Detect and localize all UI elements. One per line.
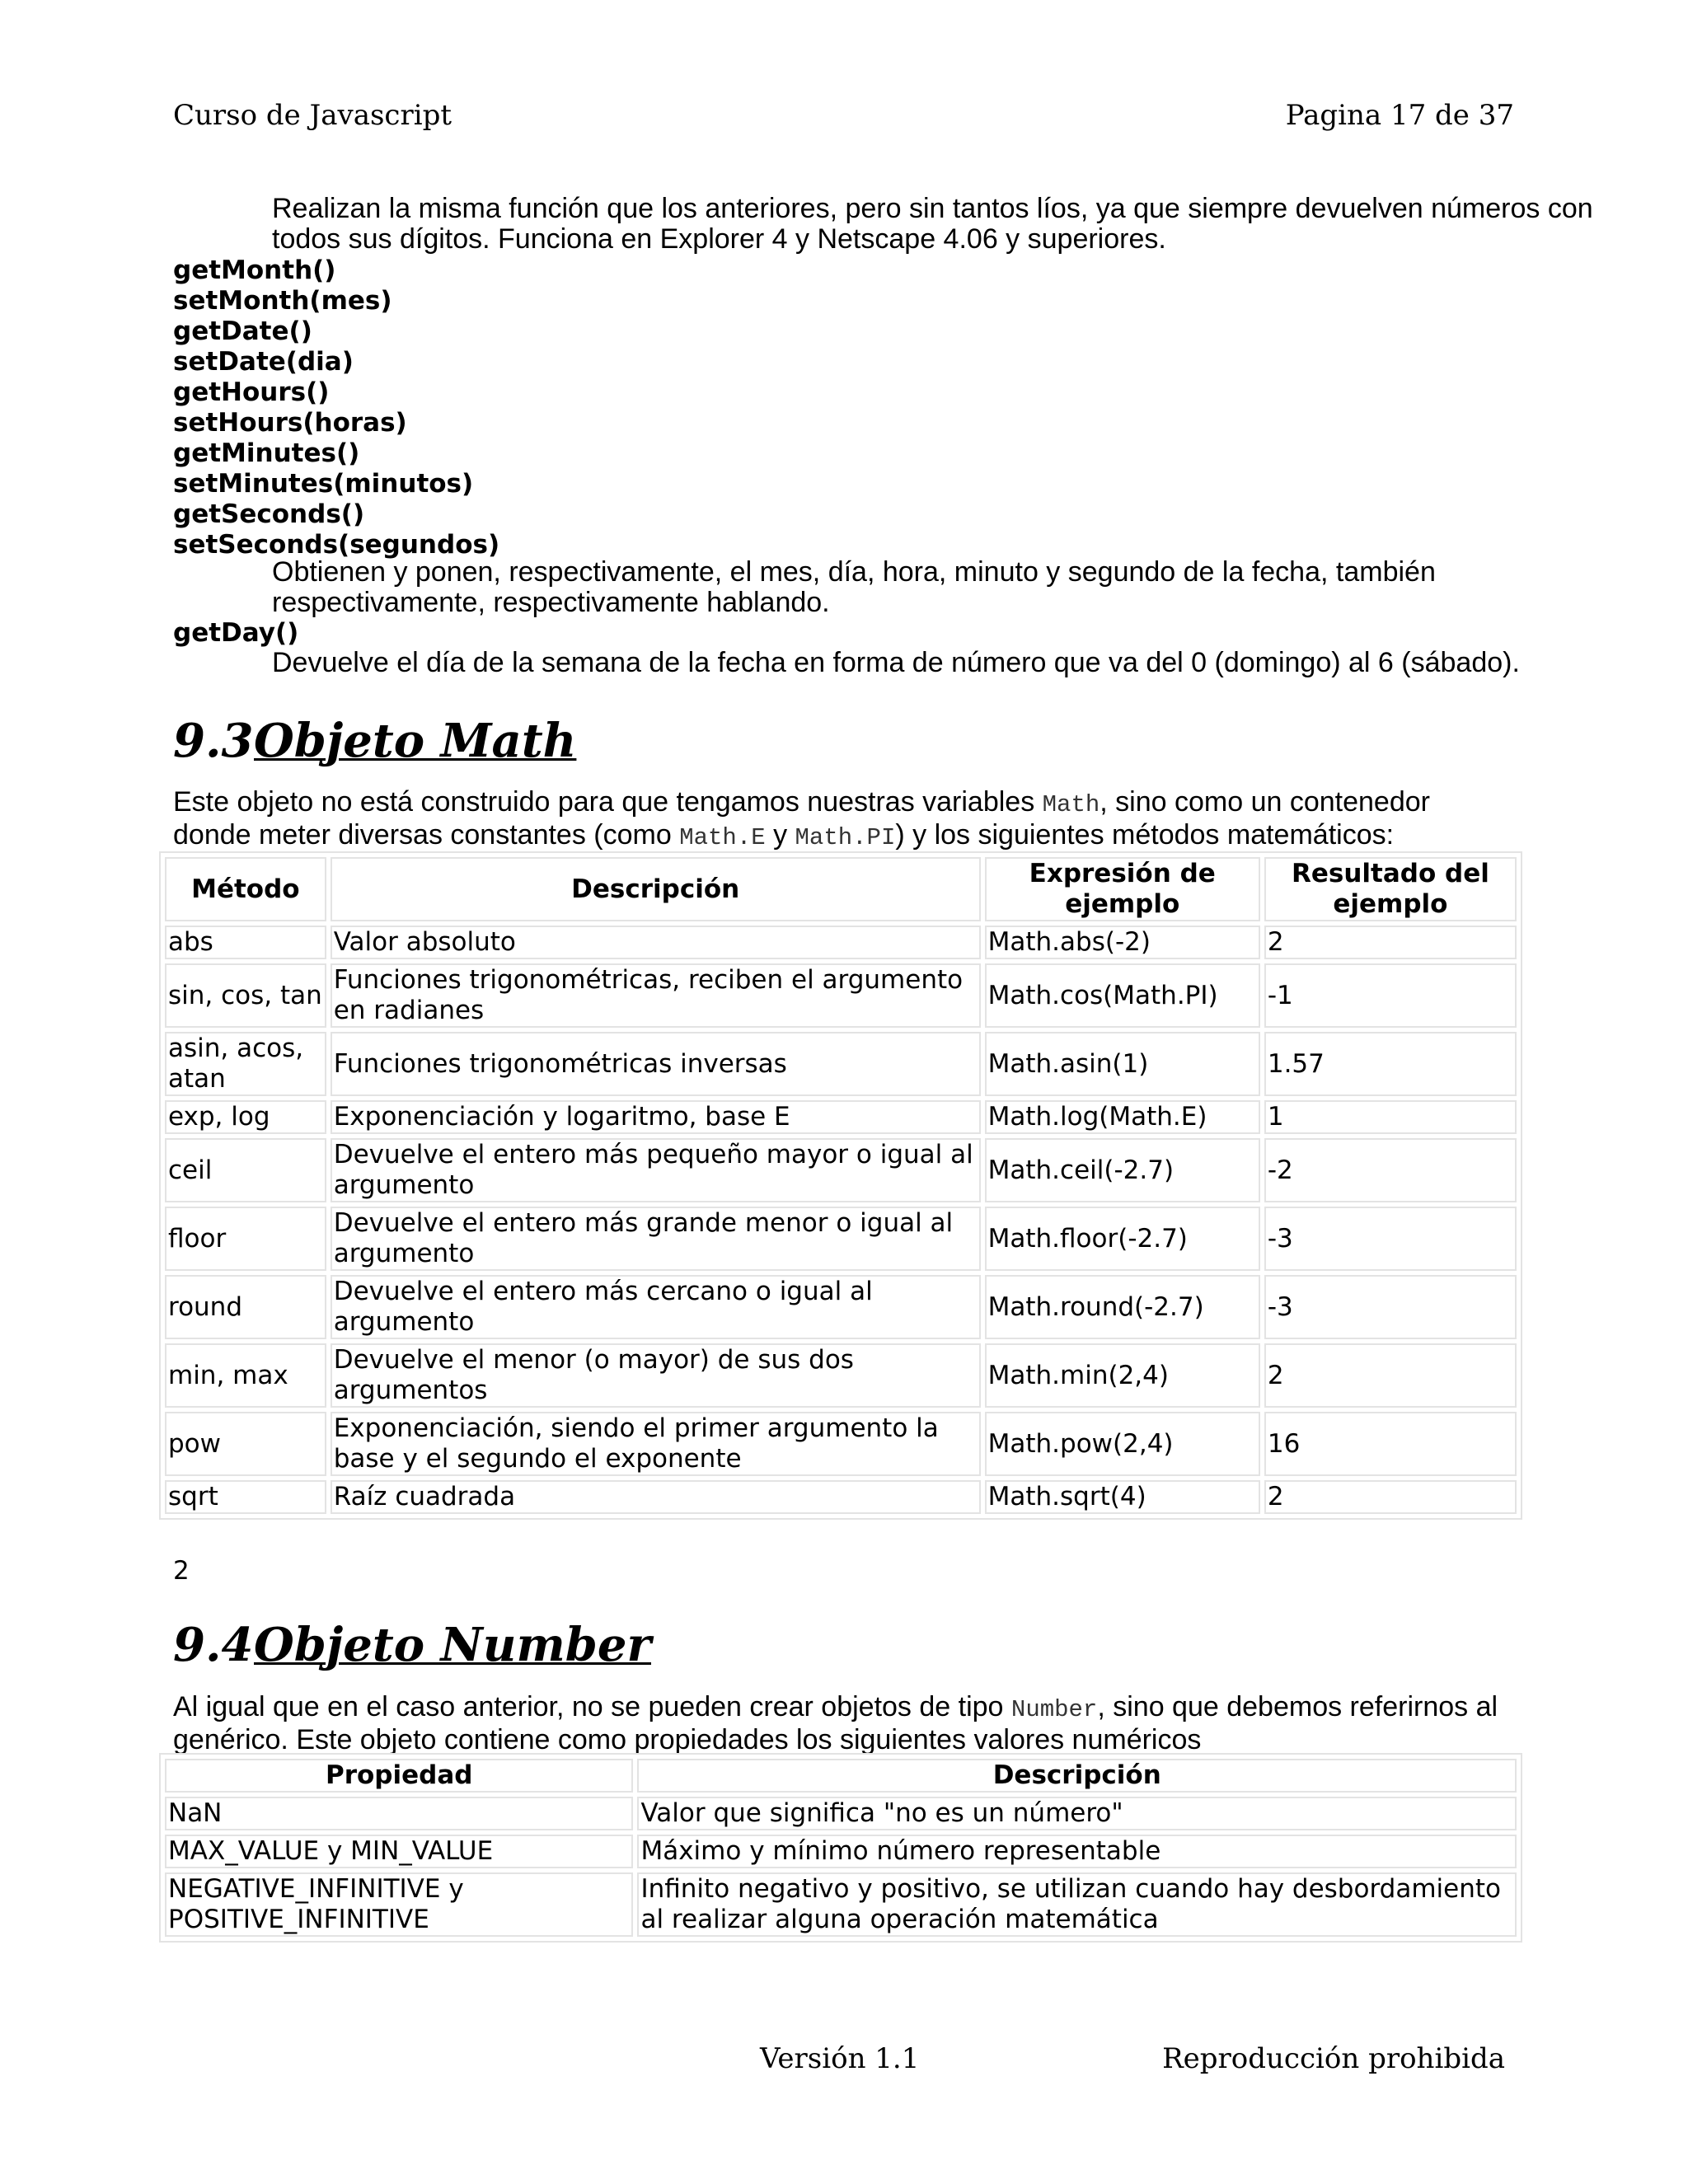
cell-description: Raíz cuadrada bbox=[331, 1480, 981, 1514]
cell-method: sin, cos, tan bbox=[165, 963, 326, 1028]
method-name: setDate(dia) bbox=[173, 347, 354, 377]
cell-description: Exponenciación, siendo el primer argumento la base y el segundo el exponente bbox=[331, 1412, 981, 1476]
method-name: setMonth(mes) bbox=[173, 286, 392, 316]
cell-result: 2 bbox=[1264, 926, 1517, 959]
cell-expression: Math.min(2,4) bbox=[985, 1343, 1260, 1408]
cell-description: Devuelve el entero más cercano o igual al argumento bbox=[331, 1275, 981, 1339]
section-number: 9.4 bbox=[173, 1618, 254, 1672]
footer-version: Versión 1.1 bbox=[760, 2042, 920, 2075]
cell-result: 2 bbox=[1264, 1480, 1517, 1514]
cell-expression: Math.round(-2.7) bbox=[985, 1275, 1260, 1339]
section-title-number bbox=[173, 1618, 651, 1672]
footer-notice: Reproducción prohibida bbox=[1162, 2042, 1505, 2075]
column-header: Método bbox=[165, 857, 326, 921]
table-row bbox=[165, 1138, 1517, 1202]
cell-result: -2 bbox=[1264, 1138, 1517, 1202]
stray-text: 2 bbox=[173, 1556, 190, 1586]
cell-description: Máximo y mínimo número representable bbox=[637, 1835, 1517, 1868]
date-methods-description: Obtienen y ponen, respectivamente, el mes, día, hora, minuto y segundo de la fecha, también respectivamente, respectivamente hablando. bbox=[272, 556, 1436, 618]
section-name: Objeto Math bbox=[254, 714, 577, 768]
cell-description: Infinito negativo y positivo, se utilizan cuando hay desbordamiento al realizar alguna operación matemática bbox=[637, 1872, 1517, 1937]
math-methods-table bbox=[159, 851, 1522, 1520]
cell-expression: Math.asin(1) bbox=[985, 1032, 1260, 1096]
cell-result: 2 bbox=[1264, 1343, 1517, 1408]
cell-property: NaN bbox=[165, 1797, 633, 1830]
cell-description: Valor absoluto bbox=[331, 926, 981, 959]
cell-description: Exponenciación y logaritmo, base E bbox=[331, 1100, 981, 1134]
cell-expression: Math.cos(Math.PI) bbox=[985, 963, 1260, 1028]
cell-expression: Math.pow(2,4) bbox=[985, 1412, 1260, 1476]
method-name: setMinutes(minutos) bbox=[173, 469, 474, 499]
section-title-math bbox=[173, 714, 576, 768]
cell-result: 1.57 bbox=[1264, 1032, 1517, 1096]
cell-description: Devuelve el menor (o mayor) de sus dos argumentos bbox=[331, 1343, 981, 1408]
method-name: getDate() bbox=[173, 316, 312, 346]
date-methods-list bbox=[173, 255, 1525, 560]
cell-description: Devuelve el entero más grande menor o igual al argumento bbox=[331, 1207, 981, 1271]
method-name: setHours(horas) bbox=[173, 408, 407, 438]
cell-property: NEGATIVE_INFINITIVE y POSITIVE_INFINITIVE bbox=[165, 1872, 633, 1937]
table-row bbox=[165, 926, 1517, 959]
cell-description: Valor que significa "no es un número" bbox=[637, 1797, 1517, 1830]
inline-code: Math.PI bbox=[795, 824, 896, 851]
cell-result: -1 bbox=[1264, 963, 1517, 1028]
getday-method: getDay() bbox=[173, 618, 299, 648]
section-number: 9.3 bbox=[173, 714, 254, 768]
cell-description: Funciones trigonométricas, reciben el argumento en radianes bbox=[331, 963, 981, 1028]
cell-result: -3 bbox=[1264, 1207, 1517, 1271]
getday-description: Devuelve el día de la semana de la fecha en forma de número que va del 0 (domingo) al 6 (sábado). bbox=[272, 647, 1520, 678]
table-row bbox=[165, 1412, 1517, 1476]
table-row bbox=[165, 1343, 1517, 1408]
column-header: Expresión de ejemplo bbox=[985, 857, 1260, 921]
intro-paragraph: Realizan la misma función que los anteriores, pero sin tantos líos, ya que siempre devuelven números con todos sus dígitos. Funciona en Explorer 4 y Netscape 4.06 y superiores. bbox=[272, 193, 1593, 255]
cell-method: round bbox=[165, 1275, 326, 1339]
cell-method: sqrt bbox=[165, 1480, 326, 1514]
method-name: getHours() bbox=[173, 377, 330, 407]
cell-method: abs bbox=[165, 926, 326, 959]
inline-code: Math.E bbox=[679, 824, 766, 851]
column-header: Descripción bbox=[331, 857, 981, 921]
cell-result: -3 bbox=[1264, 1275, 1517, 1339]
number-properties-table bbox=[159, 1753, 1522, 1943]
method-name: getMonth() bbox=[173, 255, 336, 285]
inline-code: Math bbox=[1042, 791, 1100, 818]
cell-method: asin, acos, atan bbox=[165, 1032, 326, 1096]
table-row bbox=[165, 1835, 1517, 1868]
math-intro: Este objeto no está construido para que tengamos nuestras variables Math, sino como un contenedor donde meter diversas constantes (como Math.E y Math.PI) y los siguientes métodos matemáticos: bbox=[173, 786, 1430, 851]
table-row bbox=[165, 1032, 1517, 1096]
cell-expression: Math.log(Math.E) bbox=[985, 1100, 1260, 1134]
method-name: setSeconds(segundos) bbox=[173, 530, 500, 560]
page-number: Pagina 17 de 37 bbox=[1285, 99, 1514, 132]
cell-method: pow bbox=[165, 1412, 326, 1476]
cell-method: floor bbox=[165, 1207, 326, 1271]
cell-method: min, max bbox=[165, 1343, 326, 1408]
header-title: Curso de Javascript bbox=[173, 99, 452, 132]
cell-result: 1 bbox=[1264, 1100, 1517, 1134]
table-row bbox=[165, 1100, 1517, 1134]
method-name: getMinutes() bbox=[173, 438, 360, 468]
section-name: Objeto Number bbox=[254, 1618, 651, 1672]
cell-expression: Math.sqrt(4) bbox=[985, 1480, 1260, 1514]
column-header: Propiedad bbox=[165, 1759, 633, 1793]
table-row bbox=[165, 1797, 1517, 1830]
number-intro: Al igual que en el caso anterior, no se pueden crear objetos de tipo Number, sino que debemos referirnos al genérico. Este objeto contiene como propiedades los siguientes valores numéricos bbox=[173, 1691, 1498, 1755]
table-header-row bbox=[165, 857, 1517, 921]
cell-expression: Math.ceil(-2.7) bbox=[985, 1138, 1260, 1202]
cell-expression: Math.floor(-2.7) bbox=[985, 1207, 1260, 1271]
cell-property: MAX_VALUE y MIN_VALUE bbox=[165, 1835, 633, 1868]
table-row bbox=[165, 1872, 1517, 1937]
cell-result: 16 bbox=[1264, 1412, 1517, 1476]
table-row bbox=[165, 1480, 1517, 1514]
inline-code: Number bbox=[1010, 1696, 1098, 1723]
cell-method: exp, log bbox=[165, 1100, 326, 1134]
table-row bbox=[165, 1207, 1517, 1271]
table-row bbox=[165, 963, 1517, 1028]
column-header: Resultado del ejemplo bbox=[1264, 857, 1517, 921]
cell-description: Devuelve el entero más pequeño mayor o igual al argumento bbox=[331, 1138, 981, 1202]
method-name: getSeconds() bbox=[173, 499, 365, 529]
cell-expression: Math.abs(-2) bbox=[985, 926, 1260, 959]
cell-method: ceil bbox=[165, 1138, 326, 1202]
table-row bbox=[165, 1275, 1517, 1339]
table-header-row bbox=[165, 1759, 1517, 1793]
cell-description: Funciones trigonométricas inversas bbox=[331, 1032, 981, 1096]
column-header: Descripción bbox=[637, 1759, 1517, 1793]
